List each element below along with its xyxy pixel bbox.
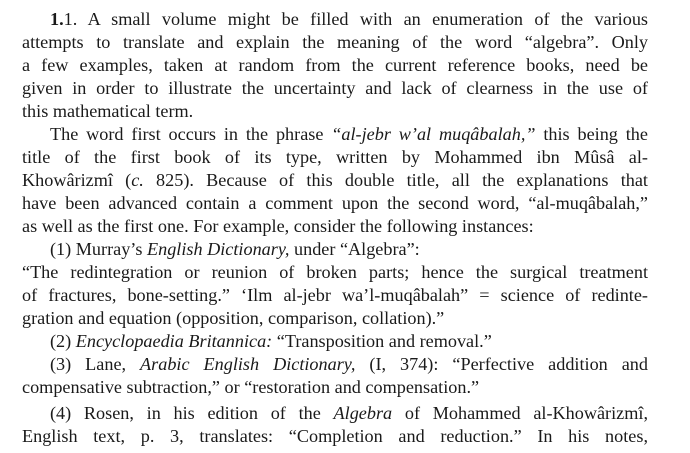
paragraph-1-line-5: this mathematical term. (22, 101, 194, 121)
paragraph-1-line-1 (50, 8, 648, 31)
italic-title: Algebra (333, 403, 393, 423)
italic-circa: c. (131, 170, 144, 190)
instance-1-line-2: “The redintegration or reunion of broken parts; hence the surgical treatment (22, 262, 648, 282)
instance-3-line-1 (50, 353, 648, 376)
paragraph-2-line-3 (22, 169, 648, 192)
text-span: (4) Rosen, in his edition of the (50, 403, 334, 423)
instance-1-header (50, 238, 648, 261)
paragraph-1-line-2: attempts to translate and explain the meaning of the word “algebra”. Only (22, 32, 648, 52)
paragraph-2-line-1 (50, 123, 648, 146)
italic-phrase: “al-jebr w’al muqâbalah,” (331, 124, 536, 144)
text-span: under “Algebra”: (289, 239, 420, 259)
text-span: this being the (535, 124, 648, 144)
p1-line-1-text: 1. A small volume might be filled with an enumeration of the various (63, 9, 648, 29)
instance-3-line-2: compensative subtraction,” or “restoration and compensation.” (22, 377, 480, 397)
italic-title: Encyclopaedia Britannica: (75, 331, 273, 351)
instance-2 (50, 330, 648, 353)
italic-title: Arabic English Dictionary, (140, 354, 356, 374)
instance-1-line-4: gration and equation (opposition, comparison, collation).” (22, 308, 445, 328)
paragraph-1-line-4: given in order to illustrate the uncertainty and lack of clearness in the use of (22, 78, 648, 98)
text-span: (2) (50, 331, 76, 351)
paragraph-1-line-3: a few examples, taken at random from the current reference books, need be (22, 55, 648, 75)
instance-4-line-1 (50, 402, 648, 425)
text-span: of Mohammed al-Khowârizmî, (392, 403, 648, 423)
instance-4-line-2: English text, p. 3, translates: “Completion and reduction.” In his notes, (22, 426, 648, 446)
text-span: (1) Murray’s (50, 239, 147, 259)
paragraph-2-line-4: have been advanced contain a comment upon the second word, “al-muqâbalah,” (22, 193, 648, 213)
paragraph-2-line-5: as well as the first one. For example, consider the following instances: (22, 216, 534, 236)
text-span: (I, 374): “Perfective addition and (355, 354, 648, 374)
italic-title: English Dictionary, (146, 239, 290, 259)
paragraph-2-line-2: title of the first book of its type, written by Mohammed ibn Mûsâ al- (22, 147, 648, 167)
instance-1-line-3: of fractures, bone-setting.” ‘Ilm al-jebr wa’l-muqâbalah” = science of redinte- (22, 285, 648, 305)
text-span: Khowârizmî ( (22, 170, 132, 190)
text-span: The word first occurs in the phrase (50, 124, 332, 144)
section-number: 1. (50, 9, 64, 29)
text-span: “Transposition and removal.” (272, 331, 492, 351)
text-span: (3) Lane, (50, 354, 141, 374)
text-span: 825). Because of this double title, all the explanations that (143, 170, 648, 190)
